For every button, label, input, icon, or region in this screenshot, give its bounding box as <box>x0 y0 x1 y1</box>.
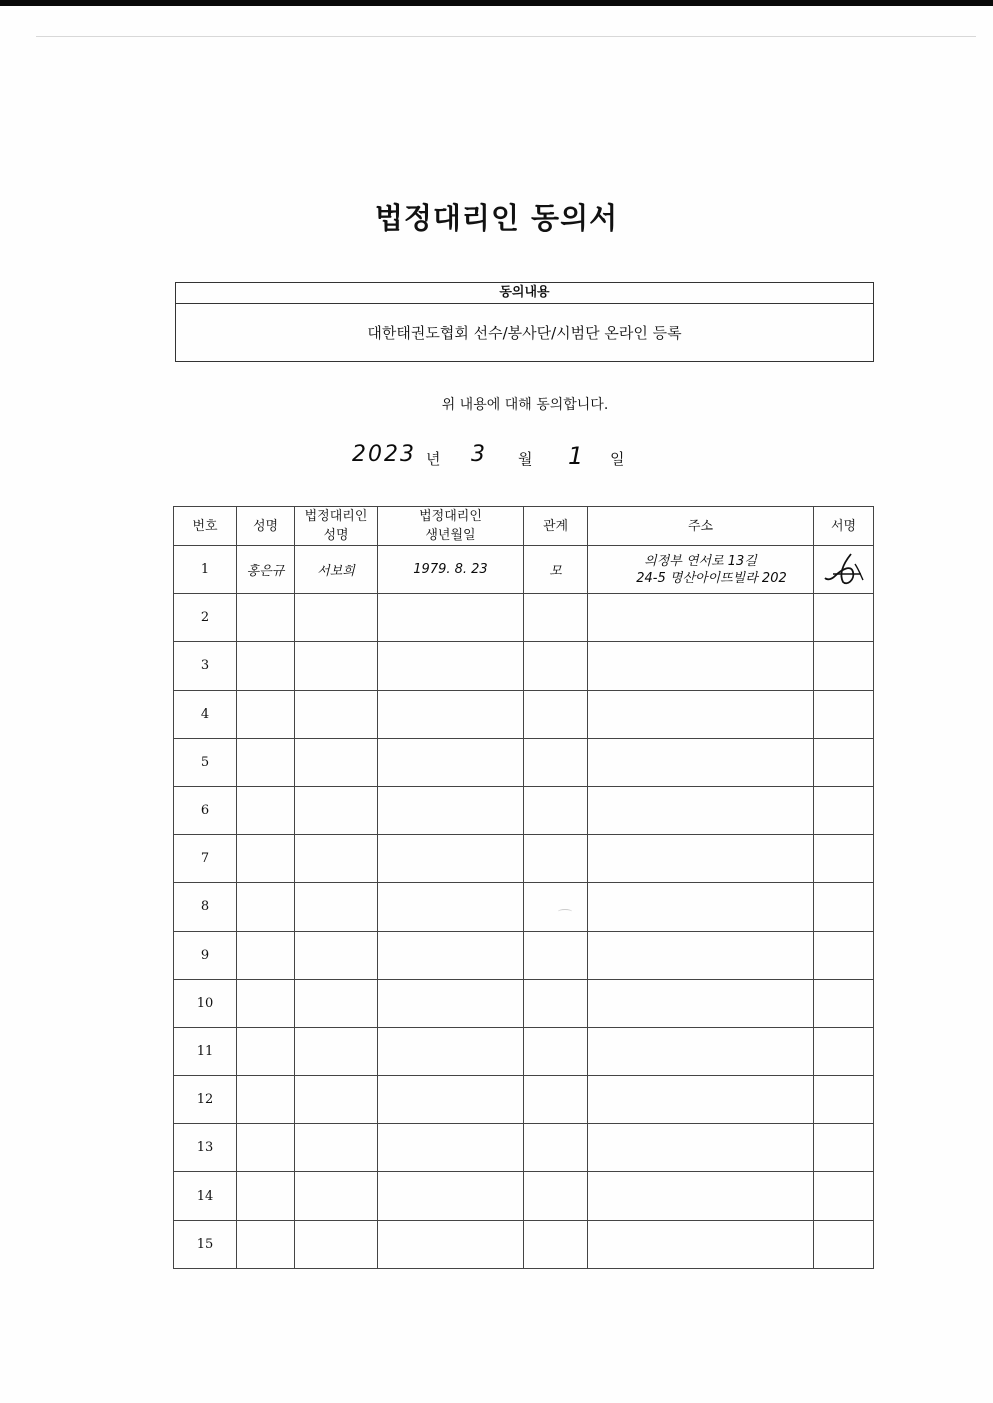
guardian-name <box>295 642 378 690</box>
table-row <box>174 690 874 738</box>
signature <box>814 931 874 979</box>
guardian-birthdate <box>378 642 524 690</box>
guardian-birthdate <box>378 883 524 931</box>
address <box>588 690 814 738</box>
header-no: 번호 <box>174 507 237 546</box>
row-number: 5 <box>174 738 237 786</box>
table-row <box>174 738 874 786</box>
address <box>588 931 814 979</box>
relation: 모 <box>524 546 588 594</box>
signature <box>814 738 874 786</box>
participant-name <box>237 1124 295 1172</box>
signature <box>814 1076 874 1124</box>
month-label: 월 <box>518 450 533 468</box>
relation <box>524 1172 588 1220</box>
row-number: 13 <box>174 1124 237 1172</box>
table-row <box>174 642 874 690</box>
guardian-birthdate <box>378 1220 524 1268</box>
row-number: 7 <box>174 835 237 883</box>
handwritten-signature <box>821 550 867 590</box>
participant-name <box>237 738 295 786</box>
signature <box>814 786 874 834</box>
guardian-birthdate <box>378 1027 524 1075</box>
table-row <box>174 979 874 1027</box>
signature <box>814 1220 874 1268</box>
table-header-row <box>174 507 874 546</box>
signature <box>814 642 874 690</box>
participant-name: 홍은규 <box>237 546 295 594</box>
guardian-birthdate <box>378 979 524 1027</box>
row-number: 15 <box>174 1220 237 1268</box>
agree-statement: 위 내용에 대해 동의합니다. <box>441 397 609 413</box>
year-label: 년 <box>426 450 441 468</box>
scan-top-edge <box>0 0 993 6</box>
signature <box>814 690 874 738</box>
row-number: 2 <box>174 594 237 642</box>
row-number: 12 <box>174 1076 237 1124</box>
participant-name <box>237 979 295 1027</box>
registration-table <box>173 506 874 1269</box>
guardian-birthdate <box>378 1076 524 1124</box>
participant-name <box>237 1076 295 1124</box>
day-label: 일 <box>610 450 625 468</box>
table-row <box>174 1027 874 1075</box>
participant-name <box>237 1220 295 1268</box>
guardian-name <box>295 979 378 1027</box>
relation <box>524 1027 588 1075</box>
table-row <box>174 835 874 883</box>
address <box>588 1027 814 1075</box>
address <box>588 883 814 931</box>
participant-name <box>237 690 295 738</box>
guardian-birthdate <box>378 690 524 738</box>
participant-name <box>237 1027 295 1075</box>
signature <box>814 835 874 883</box>
address <box>588 1124 814 1172</box>
date-row <box>0 442 993 476</box>
address: 의정부 연서로 13길 24-5 명산아이뜨빌라 202 <box>588 546 814 594</box>
table-row <box>174 1220 874 1268</box>
row-number: 8 <box>174 883 237 931</box>
relation <box>524 642 588 690</box>
participant-name <box>237 883 295 931</box>
signature <box>814 1124 874 1172</box>
row-number: 11 <box>174 1027 237 1075</box>
guardian-name <box>295 690 378 738</box>
consent-box <box>175 282 874 362</box>
relation <box>524 594 588 642</box>
guardian-birthdate <box>378 594 524 642</box>
participant-name <box>237 931 295 979</box>
guardian-birthdate <box>378 931 524 979</box>
address <box>588 738 814 786</box>
row-number: 6 <box>174 786 237 834</box>
guardian-name <box>295 1220 378 1268</box>
guardian-name <box>295 738 378 786</box>
table-row <box>174 1172 874 1220</box>
guardian-name <box>295 786 378 834</box>
guardian-name <box>295 1124 378 1172</box>
relation <box>524 931 588 979</box>
table-row <box>174 883 874 931</box>
consent-content: 대한태권도협회 선수/봉사단/시범단 온라인 등록 <box>367 324 682 342</box>
relation <box>524 883 588 931</box>
address <box>588 835 814 883</box>
table-row <box>174 1076 874 1124</box>
address <box>588 594 814 642</box>
row-number: 3 <box>174 642 237 690</box>
date-day: 1 <box>568 442 584 470</box>
participant-name <box>237 594 295 642</box>
guardian-birthdate <box>378 738 524 786</box>
address <box>588 1220 814 1268</box>
relation <box>524 1124 588 1172</box>
guardian-name <box>295 594 378 642</box>
address <box>588 786 814 834</box>
relation <box>524 1076 588 1124</box>
signature <box>814 546 874 594</box>
signature <box>814 1027 874 1075</box>
guardian-name <box>295 835 378 883</box>
guardian-name <box>295 1172 378 1220</box>
address <box>588 1172 814 1220</box>
participant-name <box>237 835 295 883</box>
participant-name <box>237 786 295 834</box>
guardian-birthdate <box>378 786 524 834</box>
row-number: 4 <box>174 690 237 738</box>
guardian-birthdate: 1979. 8. 23 <box>378 546 524 594</box>
date-year: 2023 <box>352 442 416 467</box>
guardian-name <box>295 883 378 931</box>
participant-name <box>237 1172 295 1220</box>
guardian-name: 서보희 <box>295 546 378 594</box>
header-name: 성명 <box>237 507 295 546</box>
relation <box>524 979 588 1027</box>
participant-name <box>237 642 295 690</box>
guardian-birthdate <box>378 1124 524 1172</box>
row-number: 9 <box>174 931 237 979</box>
relation <box>524 690 588 738</box>
table-row <box>174 931 874 979</box>
row-number: 1 <box>174 546 237 594</box>
date-month: 3 <box>471 442 485 467</box>
header-guardian-name: 법정대리인 성명 <box>295 507 378 546</box>
table-row <box>174 1124 874 1172</box>
signature <box>814 883 874 931</box>
document-title: 법정대리인 동의서 <box>374 201 619 235</box>
row-number: 10 <box>174 979 237 1027</box>
table-row <box>174 594 874 642</box>
table-row <box>174 786 874 834</box>
guardian-name <box>295 1076 378 1124</box>
relation <box>524 1220 588 1268</box>
table-row <box>174 546 874 594</box>
scan-mark <box>558 909 572 914</box>
signature <box>814 1172 874 1220</box>
signature <box>814 979 874 1027</box>
relation <box>524 835 588 883</box>
header-relation: 관계 <box>524 507 588 546</box>
header-signature: 서명 <box>814 507 874 546</box>
guardian-birthdate <box>378 835 524 883</box>
address <box>588 1076 814 1124</box>
relation <box>524 738 588 786</box>
guardian-birthdate <box>378 1172 524 1220</box>
guardian-name <box>295 931 378 979</box>
header-address: 주소 <box>588 507 814 546</box>
relation <box>524 786 588 834</box>
guardian-name <box>295 1027 378 1075</box>
header-guardian-birth: 법정대리인 생년월일 <box>378 507 524 546</box>
address <box>588 642 814 690</box>
consent-heading: 동의내용 <box>176 283 873 304</box>
address <box>588 979 814 1027</box>
top-divider <box>36 36 976 37</box>
signature <box>814 594 874 642</box>
row-number: 14 <box>174 1172 237 1220</box>
